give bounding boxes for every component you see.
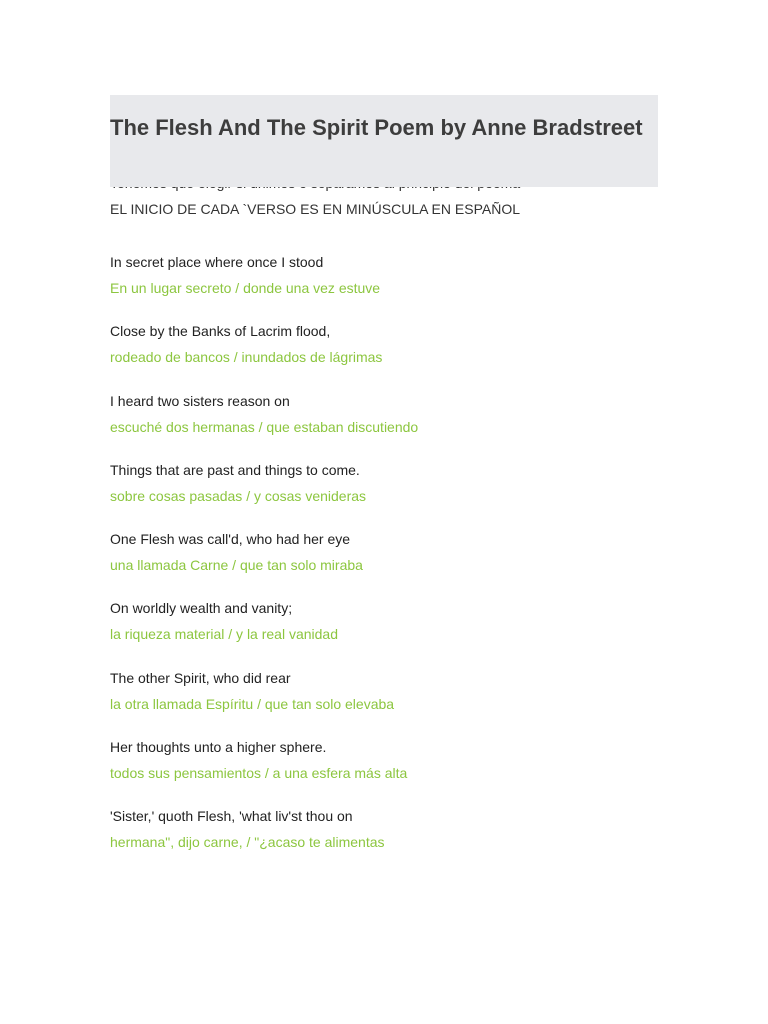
- page-title: The Flesh And The Spirit Poem by Anne Bradstreet: [110, 115, 643, 140]
- spanish-verse: una llamada Carne / que tan solo miraba: [110, 557, 363, 574]
- document-page: [110, 95, 658, 873]
- english-verse: I heard two sisters reason on: [110, 392, 290, 409]
- spanish-verse: hermana", dijo carne, / "¿acaso te alimentas: [110, 834, 385, 851]
- verse-pair: [110, 734, 658, 803]
- spanish-verse: En un lugar secreto / donde una vez estuve: [110, 280, 381, 296]
- spanish-verse: rodeado de bancos / inundados de lágrimas: [110, 349, 383, 366]
- note-lowercase: EL INICIO DE CADA `VERSO ES EN MINÚSCULA EN ESPAÑOL: [110, 201, 520, 217]
- spanish-verse: todos sus pensamientos / a una esfera más alta: [110, 765, 408, 782]
- verse-pair: [110, 318, 658, 387]
- spanish-verse: escuché dos hermanas / que estaban discutiendo: [110, 418, 419, 435]
- verse-pair: [110, 803, 658, 872]
- english-verse: One Flesh was call'd, who had her eye: [110, 531, 351, 548]
- english-verse: On worldly wealth and vanity;: [110, 600, 293, 617]
- verse-pair: [110, 665, 658, 734]
- english-verse: Close by the Banks of Lacrim flood,: [110, 323, 331, 340]
- english-verse: The other Spirit, who did rear: [110, 669, 291, 686]
- spanish-verse: sobre cosas pasadas / y cosas venideras: [110, 487, 367, 504]
- spanish-verse: la otra llamada Espíritu / que tan solo elevaba: [110, 695, 395, 712]
- verse-pair: [110, 457, 658, 526]
- english-verse: Her thoughts unto a higher sphere.: [110, 739, 327, 756]
- english-verse: Things that are past and things to come.: [110, 461, 360, 478]
- title-block: [110, 95, 658, 151]
- spanish-verse: la riqueza material / y la real vanidad: [110, 626, 339, 643]
- verse-pair: [110, 249, 658, 318]
- english-verse: 'Sister,' quoth Flesh, 'what liv'st thou on: [110, 808, 353, 825]
- english-verse: In secret place where once I stood: [110, 254, 324, 270]
- verse-pair: [110, 388, 658, 457]
- verse-pair: [110, 526, 658, 595]
- poem-lines: [110, 249, 658, 873]
- verse-pair: [110, 595, 658, 664]
